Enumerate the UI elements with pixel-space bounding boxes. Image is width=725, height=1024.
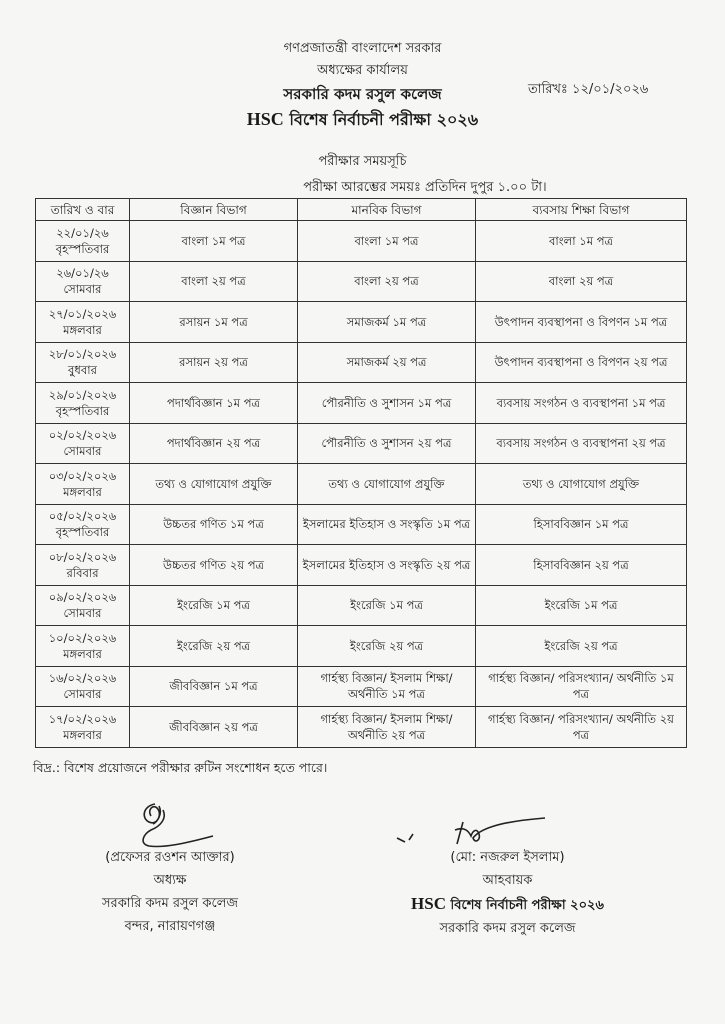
exam-date: ০৮/০২/২০২৬ bbox=[48, 549, 117, 564]
exam-schedule-table bbox=[35, 198, 687, 748]
exam-date: ০৯/০২/২০২৬ bbox=[48, 590, 117, 605]
humanities-subject-cell: ইসলামের ইতিহাস ও সংস্কৃতি ১ম পত্র bbox=[298, 504, 476, 545]
start-time-notice: পরীক্ষা আরম্ভের সময়ঃ প্রতিদিন দুপুর ১.০০ টা। bbox=[303, 180, 547, 195]
table-row bbox=[36, 504, 687, 545]
exam-weekday: সোমবার bbox=[63, 444, 102, 459]
table-row bbox=[36, 302, 687, 343]
date-day-cell bbox=[36, 545, 130, 586]
humanities-subject-cell: পৌরনীতি ও সুশাসন ১ম পত্র bbox=[298, 383, 476, 424]
principal-location: বন্দর, নারায়ণগঞ্জ bbox=[124, 919, 216, 934]
header-business: ব্যবসায় শিক্ষা বিভাগ bbox=[476, 199, 687, 221]
exam-weekday: বৃহস্পতিবার bbox=[55, 241, 110, 256]
science-subject-cell: পদার্থবিজ্ঞান ২য় পত্র bbox=[130, 423, 298, 464]
date-day-cell bbox=[36, 261, 130, 302]
business-subject-cell: উৎপাদন ব্যবস্থাপনা ও বিপণন ১ম পত্র bbox=[476, 302, 687, 343]
business-subject-cell: গার্হস্থ্য বিজ্ঞান/ পরিসংখ্যান/ অর্থনীতি ২য় পত্র bbox=[476, 707, 687, 748]
science-subject-cell: জীববিজ্ঞান ২য় পত্র bbox=[130, 707, 298, 748]
business-subject-cell: ব্যবসায় সংগঠন ও ব্যবস্থাপনা ২য় পত্র bbox=[476, 423, 687, 464]
exam-date: ২৮/০১/২০২৬ bbox=[48, 347, 117, 362]
science-subject-cell: বাংলা ১ম পত্র bbox=[130, 221, 298, 262]
exam-weekday: বৃহস্পতিবার bbox=[55, 525, 110, 540]
date-label: তারিখঃ bbox=[528, 82, 568, 97]
header-humanities: মানবিক বিভাগ bbox=[298, 199, 476, 221]
exam-date: ২৭/০১/২০২৬ bbox=[48, 306, 117, 321]
convener-signature bbox=[395, 808, 555, 848]
humanities-subject-cell: বাংলা ২য় পত্র bbox=[298, 261, 476, 302]
humanities-subject-cell: বাংলা ১ম পত্র bbox=[298, 221, 476, 262]
date-value: ১২/০১/২০২৬ bbox=[572, 82, 649, 97]
table-row bbox=[36, 707, 687, 748]
exam-date: ১৬/০২/২০২৬ bbox=[48, 671, 117, 686]
convener-institution: সরকারি কদম রসুল কলেজ bbox=[439, 921, 576, 936]
business-subject-cell: হিসাববিজ্ঞান ১ম পত্র bbox=[476, 504, 687, 545]
exam-date: ১০/০২/২০২৬ bbox=[48, 630, 117, 645]
table-row bbox=[36, 585, 687, 626]
science-subject-cell: উচ্চতর গণিত ১ম পত্র bbox=[130, 504, 298, 545]
schedule-heading: পরীক্ষার সময়সূচি bbox=[318, 154, 407, 169]
exam-prefix: HSC bbox=[246, 109, 284, 129]
date-day-cell bbox=[36, 666, 130, 707]
exam-date: ০৫/০২/২০২৬ bbox=[48, 509, 117, 524]
humanities-subject-cell: ইংরেজি ১ম পত্র bbox=[298, 585, 476, 626]
exam-date: ১৭/০২/২০২৬ bbox=[48, 711, 117, 726]
principal-institution: সরকারি কদম রসুল কলেজ bbox=[101, 896, 239, 911]
exam-weekday: বুধবার bbox=[68, 363, 97, 378]
table-row bbox=[36, 464, 687, 505]
table-header-row bbox=[36, 199, 687, 221]
humanities-subject-cell: ইসলামের ইতিহাস ও সংস্কৃতি ২য় পত্র bbox=[298, 545, 476, 586]
date-day-cell bbox=[36, 221, 130, 262]
government-name: গণপ্রজাতন্ত্রী বাংলাদেশ সরকার bbox=[283, 41, 442, 56]
table-body bbox=[36, 221, 687, 748]
date-day-cell bbox=[36, 626, 130, 667]
business-subject-cell: উৎপাদন ব্যবস্থাপনা ও বিপণন ২য় পত্র bbox=[476, 342, 687, 383]
exam-date: ০২/০২/২০২৬ bbox=[48, 428, 117, 443]
date-day-cell bbox=[36, 464, 130, 505]
science-subject-cell: রসায়ন ১ম পত্র bbox=[130, 302, 298, 343]
humanities-subject-cell: সমাজকর্ম ২য় পত্র bbox=[298, 342, 476, 383]
date-day-cell bbox=[36, 423, 130, 464]
exam-weekday: মঙ্গলবার bbox=[63, 646, 102, 661]
humanities-subject-cell: পৌরনীতি ও সুশাসন ২য় পত্র bbox=[298, 423, 476, 464]
business-subject-cell: তথ্য ও যোগাযোগ প্রযুক্তি bbox=[476, 464, 687, 505]
convener-designation: আহবায়ক bbox=[482, 873, 533, 888]
principal-signature bbox=[133, 800, 223, 850]
science-subject-cell: বাংলা ২য় পত্র bbox=[130, 261, 298, 302]
program-prefix: HSC bbox=[411, 894, 447, 913]
exam-weekday: সোমবার bbox=[63, 606, 102, 621]
principal-designation: অধ্যক্ষ bbox=[153, 873, 187, 888]
business-subject-cell: ব্যবসায় সংগঠন ও ব্যবস্থাপনা ১ম পত্র bbox=[476, 383, 687, 424]
exam-date: ০৩/০২/২০২৬ bbox=[48, 468, 117, 483]
convener-signature-block bbox=[375, 846, 640, 940]
exam-weekday: মঙ্গলবার bbox=[63, 322, 102, 337]
exam-weekday: মঙ্গলবার bbox=[63, 727, 102, 742]
science-subject-cell: পদার্থবিজ্ঞান ১ম পত্র bbox=[130, 383, 298, 424]
exam-weekday: সোমবার bbox=[63, 282, 102, 297]
science-subject-cell: উচ্চতর গণিত ২য় পত্র bbox=[130, 545, 298, 586]
principal-signature-block bbox=[60, 846, 280, 938]
table-row bbox=[36, 545, 687, 586]
table-row bbox=[36, 666, 687, 707]
humanities-subject-cell: গার্হস্থ্য বিজ্ঞান/ ইসলাম শিক্ষা/ অর্থনীতি ১ম পত্র bbox=[298, 666, 476, 707]
science-subject-cell: তথ্য ও যোগাযোগ প্রযুক্তি bbox=[130, 464, 298, 505]
business-subject-cell: ইংরেজি ১ম পত্র bbox=[476, 585, 687, 626]
humanities-subject-cell: ইংরেজি ২য় পত্র bbox=[298, 626, 476, 667]
exam-weekday: মঙ্গলবার bbox=[63, 484, 102, 499]
business-subject-cell: বাংলা ২য় পত্র bbox=[476, 261, 687, 302]
humanities-subject-cell: তথ্য ও যোগাযোগ প্রযুক্তি bbox=[298, 464, 476, 505]
exam-title-text: বিশেষ নির্বাচনী পরীক্ষা ২০২৬ bbox=[289, 110, 479, 129]
table-row bbox=[36, 221, 687, 262]
date-day-cell bbox=[36, 585, 130, 626]
table-row bbox=[36, 342, 687, 383]
program-title: বিশেষ নির্বাচনী পরীক্ষা ২০২৬ bbox=[450, 898, 604, 913]
science-subject-cell: রসায়ন ২য় পত্র bbox=[130, 342, 298, 383]
exam-date: ২৯/০১/২০২৬ bbox=[48, 387, 117, 402]
exam-date: ২২/০১/২৬ bbox=[56, 225, 109, 240]
date-day-cell bbox=[36, 342, 130, 383]
table-row bbox=[36, 383, 687, 424]
business-subject-cell: বাংলা ১ম পত্র bbox=[476, 221, 687, 262]
office-name: অধ্যক্ষের কার্যালয় bbox=[317, 63, 408, 78]
date-day-cell bbox=[36, 504, 130, 545]
humanities-subject-cell: গার্হস্থ্য বিজ্ঞান/ ইসলাম শিক্ষা/ অর্থনীতি ২য় পত্র bbox=[298, 707, 476, 748]
college-name: সরকারি কদম রসুল কলেজ bbox=[283, 85, 442, 103]
table-row bbox=[36, 423, 687, 464]
document-date bbox=[528, 80, 648, 101]
exam-weekday: রবিবার bbox=[66, 565, 99, 580]
business-subject-cell: গার্হস্থ্য বিজ্ঞান/ পরিসংখ্যান/ অর্থনীতি ১ম পত্র bbox=[476, 666, 687, 707]
header-date-day: তারিখ ও বার bbox=[36, 199, 130, 221]
exam-weekday: সোমবার bbox=[63, 687, 102, 702]
science-subject-cell: ইংরেজি ১ম পত্র bbox=[130, 585, 298, 626]
date-day-cell bbox=[36, 707, 130, 748]
exam-date: ২৬/০১/২৬ bbox=[56, 266, 109, 281]
science-subject-cell: ইংরেজি ২য় পত্র bbox=[130, 626, 298, 667]
business-subject-cell: হিসাববিজ্ঞান ২য় পত্র bbox=[476, 545, 687, 586]
header-science: বিজ্ঞান বিভাগ bbox=[130, 199, 298, 221]
humanities-subject-cell: সমাজকর্ম ১ম পত্র bbox=[298, 302, 476, 343]
date-day-cell bbox=[36, 383, 130, 424]
date-day-cell bbox=[36, 302, 130, 343]
convener-program bbox=[375, 892, 640, 917]
exam-title bbox=[0, 106, 725, 133]
science-subject-cell: জীববিজ্ঞান ১ম পত্র bbox=[130, 666, 298, 707]
convener-name: (মো: নজরুল ইসলাম) bbox=[450, 850, 565, 865]
table-row bbox=[36, 261, 687, 302]
exam-weekday: বৃহস্পতিবার bbox=[55, 403, 110, 418]
table-row bbox=[36, 626, 687, 667]
footnote: বিদ্র.: বিশেষ প্রয়োজনে পরীক্ষার রুটিন সংশোধন হতে পারে। bbox=[33, 760, 328, 775]
principal-name: (প্রফেসর রওশন আক্তার) bbox=[105, 850, 235, 865]
business-subject-cell: ইংরেজি ২য় পত্র bbox=[476, 626, 687, 667]
